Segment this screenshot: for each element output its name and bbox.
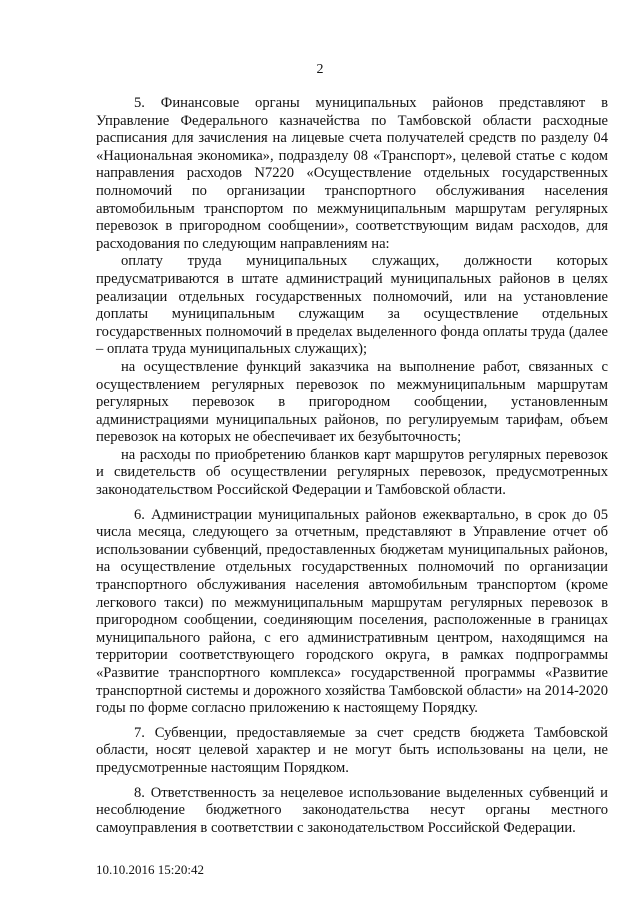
document-body xyxy=(96,95,608,837)
paragraph-5-item-salary: оплату труда муниципальных служащих, должности которых предусматриваются в штате администраций муниципальных районов в целях реализации отдельных государственных полномочий, или на установление доплаты муниципальным служащим за осуществление отдельных государственных полномочий в пределах выделенного фонда оплаты труда (далее – оплата труда муниципальных служащих); xyxy=(96,253,608,358)
paragraph-6: 6. Администрации муниципальных районов ежеквартально, в срок до 05 числа месяца, следующего за отчетным, представляют в Управление отчет об использовании субвенций, предоставленных бюджетам муниципальных районов, на осуществление отдельных государственных полномочий по организации транспортного обслуживания населения автомобильным транспортом (кроме легкового такси) по межмуниципальным маршрутам регулярных перевозок в пригородном сообщении, соединяющим поселения, расположенные в границах муниципального района, с его административным центром, находящимся на территории соответствующего городского округа, в рамках подпрограммы «Развитие транспортного комплекса» государственной программы «Развитие транспортной системы и дорожного хозяйства Тамбовской области» на 2014-2020 годы по форме согласно приложению к настоящему Порядку. xyxy=(96,506,608,717)
paragraph-7: 7. Субвенции, предоставляемые за счет средств бюджета Тамбовской области, носят целевой характер и не могут быть использованы на цели, не предусмотренные настоящим Порядком. xyxy=(96,724,608,776)
paragraph-5-item-customer-functions: на осуществление функций заказчика на выполнение работ, связанных с осуществлением регулярных перевозок по межмуниципальным маршрутам регулярных перевозок в пригородном сообщении, установленным администрациями муниципальных районов, по регулируемым тарифам, объем перевозок на которых не обеспечивает их безубыточность; xyxy=(96,358,608,446)
page-number: 2 xyxy=(316,62,324,77)
paragraph-8: 8. Ответственность за нецелевое использование выделенных субвенций и несоблюдение бюджетного законодательства несут органы местного самоуправления в соответствии с законодательством Российской Федерации. xyxy=(96,784,608,836)
paragraph-5-item-blank-forms: на расходы по приобретению бланков карт маршрутов регулярных перевозок и свидетельств об осуществлении регулярных перевозок, предусмотренных законодательством Российской Федерации и Тамбовской области. xyxy=(96,446,608,499)
paragraph-5: 5. Финансовые органы муниципальных районов представляют в Управление Федерального казначейства по Тамбовской области расходные расписания для зачисления на лицевые счета получателей средств по разделу 04 «Национальная экономика», подразделу 08 «Транспорт», целевой статье с кодом направления расходов N7220 «Осуществление отдельных государственных полномочий по организации транспортного обслуживания населения автомобильным транспортом по межмуниципальным маршрутам регулярных перевозок в пригородном сообщении», соответствующим видам расходов, для расходования по следующим направлениям на: xyxy=(96,95,608,252)
print-timestamp: 10.10.2016 15:20:42 xyxy=(96,862,204,877)
